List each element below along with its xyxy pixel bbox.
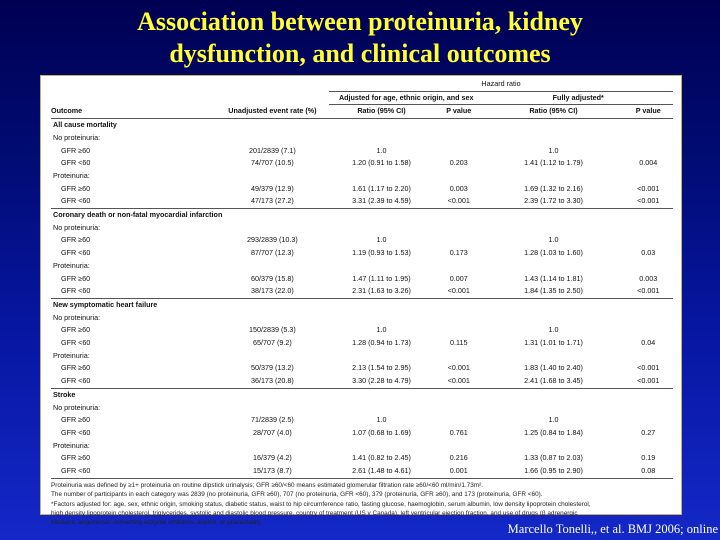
- adj-p-cell: [434, 414, 483, 427]
- table-row: [51, 375, 673, 388]
- adj-p-cell: 0.001: [449, 466, 468, 476]
- full-ratio-cell: 1.28 (1.03 to 1.60): [524, 248, 583, 258]
- table-panel: [40, 75, 682, 527]
- table-row: [51, 285, 673, 298]
- full-ratio-cell: 1.0: [548, 235, 559, 245]
- table-row: [51, 362, 673, 375]
- group-row: [51, 170, 673, 183]
- full-ratio-cell: 1.25 (0.84 to 1.84): [524, 427, 583, 437]
- table-row: [51, 145, 673, 158]
- full-ratio-cell: 1.69 (1.32 to 2.16): [524, 183, 583, 193]
- footnote-line: *Factors adjusted for: age, sex, ethnic origin, smoking status, diabetic status, waist to hip circumference ratio, fasting glucose, haemoglobin, serum albumin, low density lipoprotein cholesterol,: [51, 500, 591, 508]
- adj-p-cell: 0.216: [449, 453, 468, 463]
- adj-p-cell: 0.115: [450, 338, 468, 348]
- table-row: [51, 247, 673, 260]
- full-ratio-cell: 1.33 (0.87 to 2.03): [524, 453, 583, 463]
- adj-p-cell: [434, 145, 483, 158]
- table-row: [51, 465, 673, 478]
- row-label: GFR ≥60: [61, 235, 91, 245]
- full-ratio-cell: 1.41 (1.12 to 1.79): [524, 158, 583, 168]
- adj-ratio-cell: 1.28 (0.94 to 1.73): [352, 338, 411, 348]
- event-rate-cell: 293/2839 (10.3): [247, 235, 298, 245]
- footnote-line: The number of participants in each category was 2839 (no proteinuria, GFR ≥60), 707 (no proteinuria, GFR <60), 379 (proteinuria, GFR ≥60), and 173 (proteinuria, GFR <60).: [51, 491, 543, 499]
- row-label: GFR ≥60: [61, 183, 91, 193]
- adj-ratio-cell: 1.0: [376, 325, 387, 335]
- row-label: GFR <60: [61, 338, 91, 348]
- full-ratio-cell: 1.84 (1.35 to 2.50): [524, 286, 583, 296]
- header-row-2: [51, 91, 673, 105]
- adj-p-cell: <0.001: [447, 196, 470, 206]
- section-title: Coronary death or non-fatal myocardial infarction: [53, 210, 223, 220]
- row-label: GFR <60: [61, 427, 91, 437]
- full-p-cell: <0.001: [637, 363, 660, 373]
- adj-p-cell: 0.007: [449, 273, 468, 283]
- adj-p-cell: 0.003: [449, 183, 468, 193]
- full-p-cell: 0.003: [639, 273, 658, 283]
- row-label: GFR ≥60: [61, 145, 91, 155]
- adj-ratio-cell: 1.20 (0.91 to 1.58): [352, 158, 411, 168]
- adj-ratio-cell: 1.19 (0.93 to 1.53): [352, 248, 411, 258]
- footnote-line: high density lipoprotein cholesterol, triglycerides, systolic and diastolic blood pressure, country of treatment (US v Canada), left ventricular ejection fraction, and use of drugs (β adrenergic: [51, 510, 578, 518]
- full-p-cell: [624, 324, 674, 337]
- adj-p-cell: [434, 324, 483, 337]
- full-ratio-cell: 1.0: [548, 325, 559, 335]
- col-header-adj-p: P value: [446, 106, 472, 116]
- group-row: [51, 260, 673, 273]
- full-p-cell: 0.04: [641, 338, 656, 348]
- header-row-1: [51, 78, 673, 91]
- col-header-event-rate: Unadjusted event rate (%): [228, 106, 317, 116]
- section-title: New symptomatic heart failure: [53, 299, 158, 309]
- full-ratio-cell: 1.66 (0.95 to 2.90): [524, 466, 583, 476]
- section-title: All cause mortality: [53, 120, 117, 130]
- event-rate-cell: 74/707 (10.5): [251, 158, 294, 168]
- full-ratio-cell: 1.0: [548, 145, 559, 155]
- row-label: GFR ≥60: [61, 325, 91, 335]
- section-title: Stroke: [53, 389, 76, 399]
- row-label: GFR <60: [61, 286, 91, 296]
- adj-ratio-cell: 1.41 (0.82 to 2.45): [352, 453, 411, 463]
- adj-p-cell: [434, 234, 483, 247]
- slide-title-line-2: dysfunction, and clinical outcomes: [169, 39, 551, 68]
- row-label: GFR <60: [61, 196, 91, 206]
- event-rate-cell: 36/173 (20.8): [251, 376, 294, 386]
- group-label: No proteinuria:: [53, 132, 101, 142]
- adj-p-cell: 0.173: [449, 248, 468, 258]
- adj-ratio-cell: 1.47 (1.11 to 1.95): [352, 273, 411, 283]
- adj-ratio-cell: 1.0: [376, 415, 387, 425]
- event-rate-cell: 50/379 (13.2): [251, 363, 294, 373]
- event-rate-cell: 16/379 (4.2): [253, 453, 292, 463]
- col-header-adj-ratio: Ratio (95% CI): [357, 106, 406, 116]
- full-ratio-cell: 1.0: [548, 415, 559, 425]
- row-label: GFR <60: [61, 466, 91, 476]
- adj-ratio-cell: 1.0: [376, 235, 387, 245]
- adj-ratio-cell: 1.0: [376, 145, 387, 155]
- row-label: GFR ≥60: [61, 415, 91, 425]
- adj-p-cell: <0.001: [447, 286, 470, 296]
- full-p-cell: 0.19: [641, 453, 656, 463]
- event-rate-cell: 38/173 (22.0): [251, 286, 294, 296]
- section-row: [51, 119, 673, 132]
- footnote-line: blockers, angiotensin converting enzyme inhibitors, aspirin, or pravastatin).: [51, 519, 263, 527]
- results-table: [51, 78, 673, 479]
- event-rate-cell: 28/707 (4.0): [253, 427, 292, 437]
- event-rate-cell: 60/379 (15.8): [251, 273, 294, 283]
- adj-p-cell: 0.203: [449, 158, 468, 168]
- event-rate-cell: 47/173 (27.2): [251, 196, 294, 206]
- row-label: GFR <60: [61, 248, 91, 258]
- adj-ratio-cell: 3.30 (2.28 to 4.79): [352, 376, 411, 386]
- table-body: [51, 119, 673, 479]
- row-label: GFR ≥60: [61, 453, 91, 463]
- adj-ratio-cell: 1.07 (0.68 to 1.69): [352, 427, 411, 437]
- table-row: [51, 234, 673, 247]
- adj-ratio-cell: 2.13 (1.54 to 2.95): [352, 363, 411, 373]
- full-p-cell: 0.08: [641, 466, 656, 476]
- group-label: Proteinuria:: [53, 260, 90, 270]
- full-p-cell: 0.004: [639, 158, 658, 168]
- footnotes: [51, 481, 673, 528]
- event-rate-cell: 87/707 (12.3): [251, 248, 294, 258]
- col-header-full-p: P value: [635, 106, 661, 116]
- group-label: No proteinuria:: [53, 312, 101, 322]
- section-row: [51, 298, 673, 311]
- slide-title-line-1: Association between proteinuria, kidney: [137, 7, 583, 36]
- adjusted-subheader: Adjusted for age, ethnic origin, and sex: [329, 91, 483, 105]
- col-header-outcome: Outcome: [51, 106, 83, 116]
- full-ratio-cell: 1.43 (1.14 to 1.81): [524, 273, 583, 283]
- full-p-cell: 0.27: [641, 427, 656, 437]
- group-label: Proteinuria:: [53, 170, 90, 180]
- full-ratio-cell: 2.39 (1.72 to 3.30): [524, 196, 583, 206]
- adj-p-cell: <0.001: [447, 363, 470, 373]
- row-label: GFR <60: [61, 158, 91, 168]
- header-row-3: [51, 105, 673, 119]
- full-p-cell: <0.001: [637, 286, 660, 296]
- table-row: [51, 183, 673, 196]
- event-rate-cell: 201/2839 (7.1): [249, 145, 296, 155]
- slide-title: [0, 6, 720, 70]
- full-ratio-cell: 1.83 (1.40 to 2.40): [524, 363, 583, 373]
- full-p-cell: <0.001: [637, 183, 660, 193]
- table-row: [51, 427, 673, 440]
- table-row: [51, 195, 673, 208]
- table-row: [51, 157, 673, 170]
- event-rate-cell: 65/707 (9.2): [253, 338, 292, 348]
- section-row: [51, 209, 673, 222]
- group-row: [51, 440, 673, 453]
- adj-ratio-cell: 2.61 (1.48 to 4.61): [352, 466, 411, 476]
- group-row: [51, 350, 673, 363]
- row-label: GFR ≥60: [61, 273, 91, 283]
- row-label: GFR ≥60: [61, 363, 91, 373]
- full-p-cell: [624, 414, 674, 427]
- group-label: Proteinuria:: [53, 440, 90, 450]
- group-row: [51, 312, 673, 325]
- table-row: [51, 452, 673, 465]
- full-ratio-cell: 1.31 (1.01 to 1.71): [524, 338, 583, 348]
- full-p-cell: <0.001: [637, 196, 660, 206]
- full-p-cell: 0.03: [641, 248, 656, 258]
- adj-ratio-cell: 2.31 (1.63 to 3.26): [352, 286, 411, 296]
- adj-p-cell: 0.761: [449, 427, 468, 437]
- group-row: [51, 402, 673, 415]
- adj-p-cell: <0.001: [447, 376, 470, 386]
- table-row: [51, 414, 673, 427]
- event-rate-cell: 15/173 (8.7): [253, 466, 292, 476]
- event-rate-cell: 71/2839 (2.5): [251, 415, 294, 425]
- full-p-cell: [624, 145, 674, 158]
- footnote-line: Proteinuria was defined by ≥1+ proteinuria on routine dipstick urinalysis; GFR ≥60/<60 means estimated glomerular filtration rate ≥60/<60 ml/min/1.73m².: [51, 481, 483, 489]
- adj-ratio-cell: 3.31 (2.39 to 4.59): [352, 196, 411, 206]
- full-p-cell: [624, 234, 674, 247]
- group-row: [51, 132, 673, 145]
- citation: Marcello Tonelli,, et al. BMJ 2006; online: [507, 522, 718, 536]
- group-label: No proteinuria:: [53, 222, 101, 232]
- event-rate-cell: 49/379 (12.9): [251, 183, 294, 193]
- hazard-ratio-header: Hazard ratio: [329, 78, 673, 91]
- table-row: [51, 337, 673, 350]
- full-ratio-cell: 2.41 (1.68 to 3.45): [524, 376, 583, 386]
- col-header-full-ratio: Ratio (95% CI): [529, 106, 578, 116]
- fully-adjusted-subheader: Fully adjusted*: [483, 91, 673, 105]
- table-row: [51, 324, 673, 337]
- row-label: GFR <60: [61, 376, 91, 386]
- group-label: Proteinuria:: [53, 350, 90, 360]
- adj-ratio-cell: 1.61 (1.17 to 2.20): [352, 183, 411, 193]
- group-label: No proteinuria:: [53, 402, 101, 412]
- section-row: [51, 388, 673, 401]
- group-row: [51, 222, 673, 235]
- table-row: [51, 273, 673, 286]
- event-rate-cell: 150/2839 (5.3): [249, 325, 296, 335]
- full-p-cell: <0.001: [637, 376, 660, 386]
